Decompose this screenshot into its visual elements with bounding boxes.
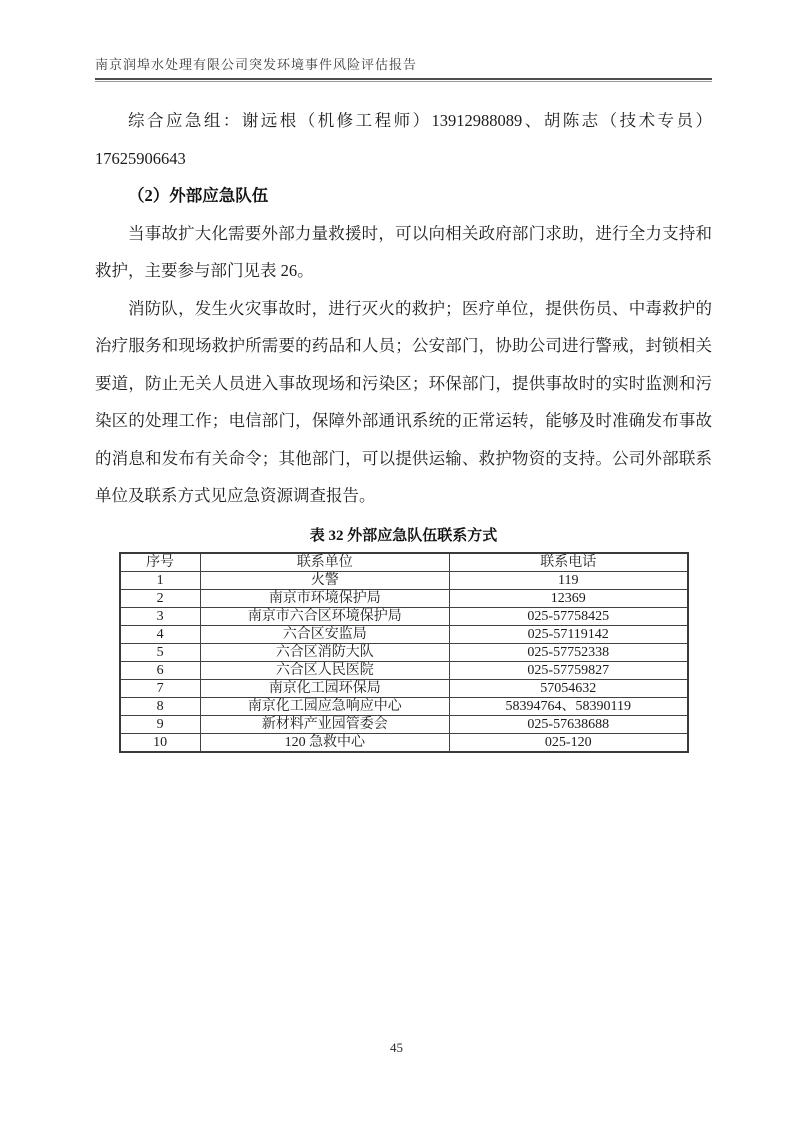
column-header-index: 序号 [120,553,201,572]
paragraph-departments-roles: 消防队，发生火灾事故时，进行灭火的救护；医疗单位，提供伤员、中毒救护的治疗服务和现场救护所需要的药品和人员；公安部门，协助公司进行警戒，封锁相关要道，防止无关人员进入事故现场和污染区；环保部门，提供事故时的实时监测和污染区的处理工作；电信部门，保障外部通讯系统的正常运转，能够及时准确发布事故的消息和发布有关命令；其他部门，可以提供运输、救护物资的支持。公司外部联系单位及联系方式见应急资源调查报告。 [95,298,712,505]
running-header: 南京润埠水处理有限公司突发环境事件风险评估报告 [95,54,712,80]
table-cell-phone: 025-57759827 [449,661,687,679]
table-cell-unit: 南京市环境保护局 [200,589,449,607]
table-cell-index: 1 [120,571,201,589]
table-row [120,607,688,625]
table-cell-phone: 119 [449,571,687,589]
table-cell-index: 7 [120,679,201,697]
table-body [120,571,688,752]
table-caption: 表 32 外部应急队伍联系方式 [309,527,498,544]
table-cell-unit: 南京化工园环保局 [200,679,449,697]
table-cell-unit: 六合区消防大队 [200,643,449,661]
table-cell-unit: 南京市六合区环境保护局 [200,607,449,625]
table-cell-unit: 南京化工园应急响应中心 [200,697,449,715]
table-cell-unit: 火警 [200,571,449,589]
paragraph-external-help: 当事故扩大化需要外部力量救援时，可以向相关政府部门求助，进行全力支持和救护，主要参与部门见表 26。 [95,223,712,280]
content-area [95,102,712,753]
table-cell-unit: 六合区人民医院 [200,661,449,679]
table-cell-phone: 025-120 [449,733,687,752]
table-cell-phone: 57054632 [449,679,687,697]
table-row [120,643,688,661]
table-cell-index: 9 [120,715,201,733]
table-row [120,679,688,697]
column-header-phone: 联系电话 [449,553,687,572]
table-cell-index: 4 [120,625,201,643]
paragraph-contact-group: 综合应急组：谢远根（机修工程师）13912988089、胡陈志（技术专员）17625906643 [95,111,712,168]
table-cell-index: 5 [120,643,201,661]
emergency-contacts-table [119,552,689,753]
table-row [120,661,688,679]
table-row [120,571,688,589]
table-cell-phone: 025-57638688 [449,715,687,733]
table-cell-phone: 025-57119142 [449,625,687,643]
page-number: 45 [390,1040,403,1055]
section-heading-external-teams: （2）外部应急队伍 [128,186,269,205]
table-cell-phone: 025-57752338 [449,643,687,661]
table-row [120,697,688,715]
table-cell-index: 6 [120,661,201,679]
table-cell-phone: 12369 [449,589,687,607]
table-cell-unit: 六合区安监局 [200,625,449,643]
table-cell-unit: 120 急救中心 [200,733,449,752]
table-cell-unit: 新材料产业园管委会 [200,715,449,733]
table-row [120,589,688,607]
table-cell-index: 10 [120,733,201,752]
table-header-row [120,553,688,572]
table-row [120,733,688,752]
table-cell-index: 3 [120,607,201,625]
column-header-unit: 联系单位 [200,553,449,572]
table-cell-phone: 025-57758425 [449,607,687,625]
table-cell-index: 8 [120,697,201,715]
table-cell-index: 2 [120,589,201,607]
table-row [120,625,688,643]
table-row [120,715,688,733]
table-cell-phone: 58394764、58390119 [449,697,687,715]
